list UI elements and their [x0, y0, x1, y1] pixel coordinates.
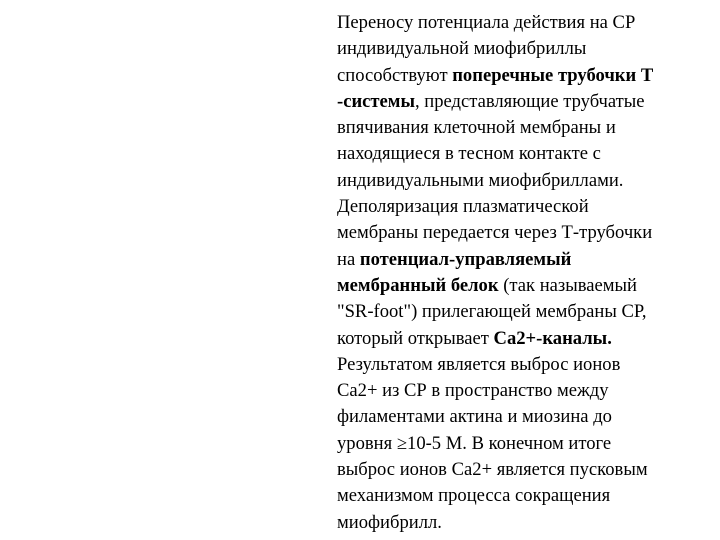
text-line: механизмом процесса сокращения — [337, 485, 611, 507]
text-line: уровня ≥10-5 М. В конечном итоге — [337, 432, 612, 454]
text-line: миофибрилл. — [337, 511, 442, 533]
text-line: впячивания клеточной мембраны и — [337, 117, 616, 139]
text-line: который открывает Ca2+-каналы. — [337, 327, 612, 349]
text-line: на потенциал-управляемый — [337, 248, 572, 270]
text-line: индивидуальной миофибриллы — [337, 38, 587, 60]
text-line: "SR-foot") прилегающей мембраны СР, — [337, 301, 647, 323]
text-line: Результатом является выброс ионов — [337, 353, 621, 375]
term-voltage-gated: потенциал-управляемый — [359, 248, 572, 270]
text-line: Ca2+ из СР в пространство между — [337, 380, 609, 402]
text-line: Деполяризация плазматической — [337, 196, 589, 218]
text-line: находящиеся в тесном контакте с — [337, 143, 601, 165]
text-line: филаментами актина и миозина до — [337, 406, 612, 428]
term-ca-channels: Ca2+-каналы. — [493, 327, 612, 349]
text-line: мембранный белок (так называемый — [337, 274, 637, 296]
text-line: индивидуальными миофибриллами. — [337, 169, 624, 191]
term-t-system: -системы — [337, 90, 415, 112]
text-line: выброс ионов Ca2+ является пусковым — [337, 459, 648, 481]
term-t-tubules: поперечные трубочки Т — [452, 64, 654, 86]
text-line: мембраны передается через Т-трубочки — [337, 222, 653, 244]
body-paragraph — [337, 10, 715, 536]
term-membrane-protein: мембранный белок — [337, 274, 499, 296]
text-line: -системы, представляющие трубчатые — [337, 90, 645, 112]
text-line: Переносу потенциала действия на СР — [337, 12, 636, 33]
text-line: способствуют поперечные трубочки Т — [337, 64, 654, 86]
